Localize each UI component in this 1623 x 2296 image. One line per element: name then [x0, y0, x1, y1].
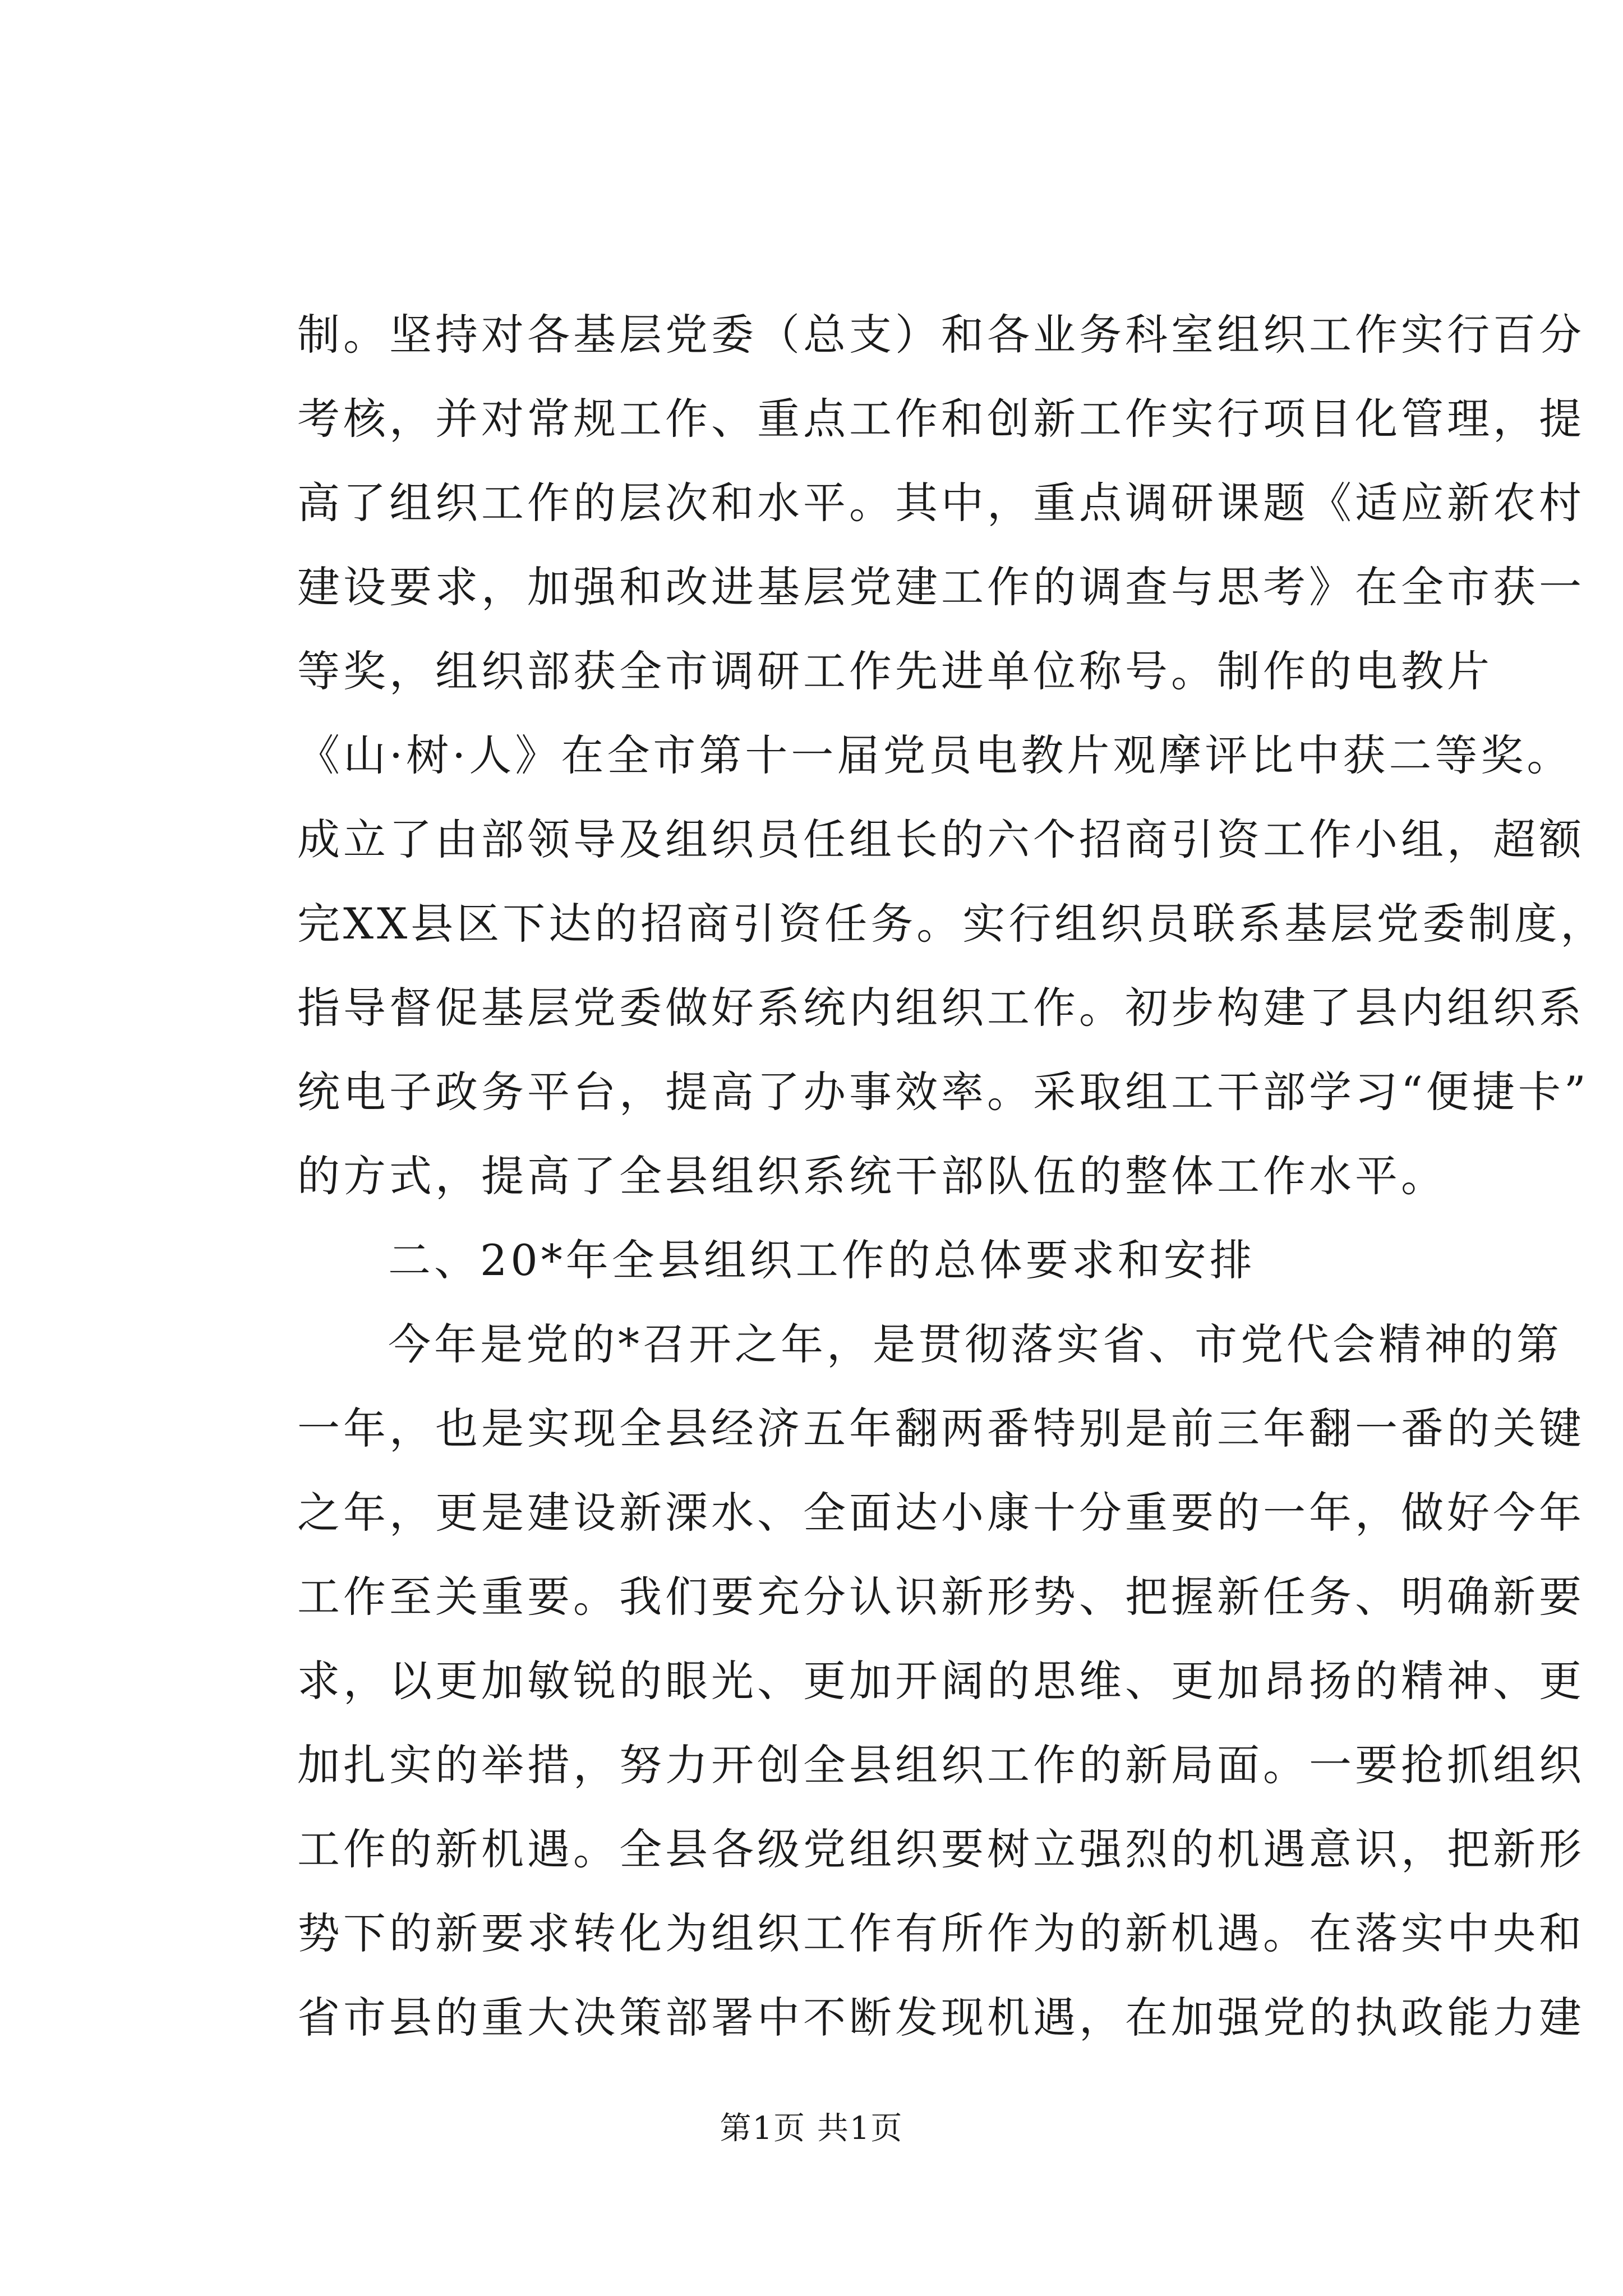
- text-line: 成立了由部领导及组织员任组长的六个招商引资工作小组，超额: [297, 815, 1585, 864]
- paragraph-end-line: 的方式，提高了全县组织系统干部队伍的整体工作水平。: [297, 1151, 1447, 1201]
- text-line: 求，以更加敏锐的眼光、更加开阔的思维、更加昂扬的精神、更: [297, 1656, 1585, 1706]
- page-footer: [0, 2109, 1623, 2148]
- text-line: 制。坚持对各基层党委（总支）和各业务科室组织工作实行百分: [297, 310, 1585, 360]
- text-line: 《山·树·人》在全市第十一届党员电教片观摩评比中获二等奖。: [297, 730, 1573, 780]
- text-line: 建设要求，加强和改进基层党建工作的调查与思考》在全市获一: [297, 562, 1585, 612]
- text-line: 工作至关重要。我们要充分认识新形势、把握新任务、明确新要: [297, 1572, 1585, 1622]
- text-line: 工作的新机遇。全县各级党组织要树立强烈的机遇意识，把新形: [297, 1824, 1585, 1874]
- text-line: 完XX县区下达的招商引资任务。实行组织员联系基层党委制度，: [297, 899, 1607, 949]
- paragraph-first-line: 今年是党的*召开之年，是贯彻落实省、市党代会精神的第: [388, 1319, 1562, 1369]
- text-line: 统电子政务平台，提高了办事效率。采取组工干部学习“便捷卡”: [297, 1067, 1589, 1117]
- text-line: 考核，并对常规工作、重点工作和创新工作实行项目化管理，提: [297, 394, 1585, 444]
- page-number-label: 第1页 共1页: [720, 2110, 903, 2147]
- text-line: 高了组织工作的层次和水平。其中，重点调研课题《适应新农村: [297, 478, 1585, 528]
- text-line: 指导督促基层党委做好系统内组织工作。初步构建了县内组织系: [297, 983, 1585, 1033]
- text-line: 一年，也是实现全县经济五年翻两番特别是前三年翻一番的关键: [297, 1404, 1585, 1453]
- text-line: 势下的新要求转化为组织工作有所作为的新机遇。在落实中央和: [297, 1908, 1585, 1958]
- text-line: 等奖，组织部获全市调研工作先进单位称号。制作的电教片: [297, 646, 1493, 696]
- section-heading: 二、20*年全县组织工作的总体要求和安排: [388, 1235, 1256, 1285]
- text-line: 加扎实的举措，努力开创全县组织工作的新局面。一要抢抓组织: [297, 1740, 1585, 1790]
- text-line: 之年，更是建设新溧水、全面达小康十分重要的一年，做好今年: [297, 1488, 1585, 1538]
- document-body: [297, 293, 1607, 2060]
- text-line: 省市县的重大决策部署中不断发现机遇，在加强党的执政能力建: [297, 1993, 1585, 2042]
